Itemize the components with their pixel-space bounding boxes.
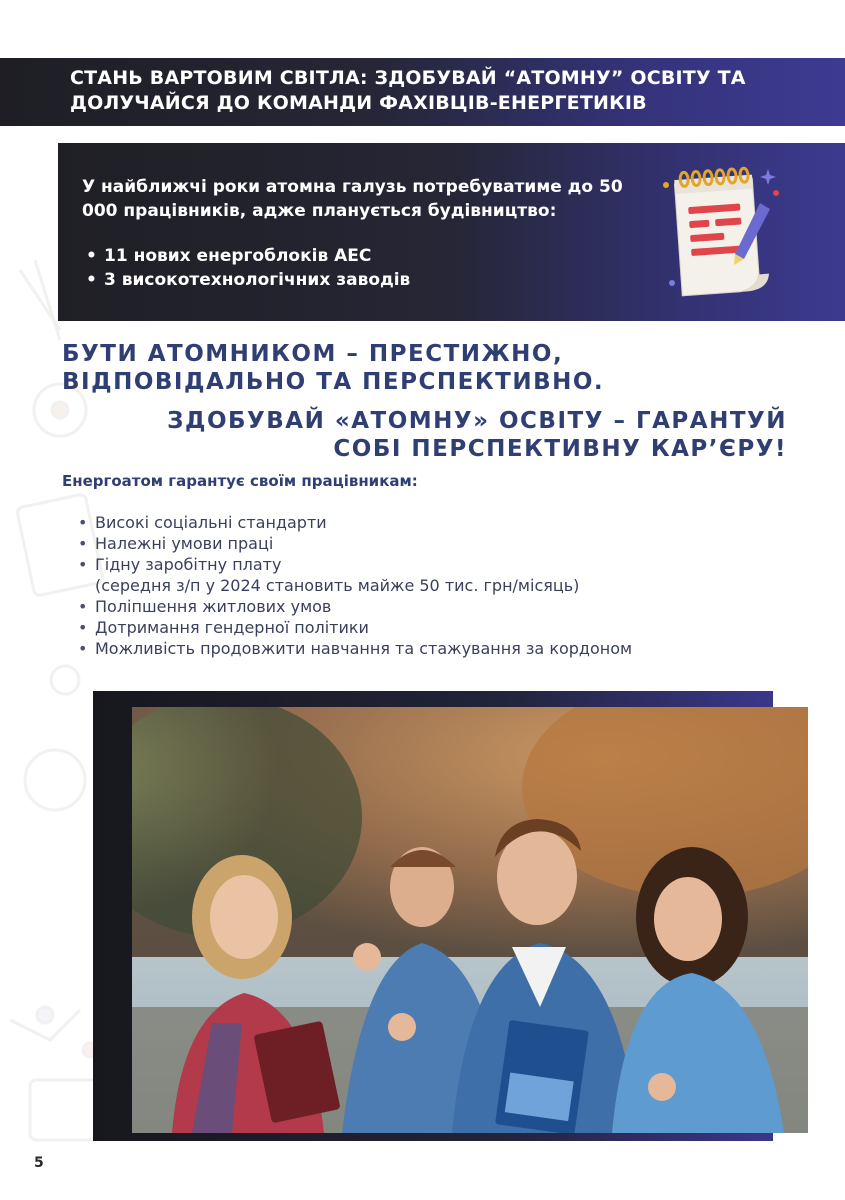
- list-item: • 3 високотехнологічних заводів: [82, 268, 410, 292]
- info-text: У найближчі роки атомна галузь потребуватиме до 50 000 працівників, адже планується будівництво:: [82, 177, 623, 221]
- headline-career: ЗДОБУВАЙ «АТОМНУ» ОСВІТУ – ГАРАНТУЙ СОБІ ПЕРСПЕКТИВНУ КАР’ЄРУ!: [167, 408, 787, 462]
- info-list: [82, 244, 410, 292]
- headline-prestige: БУТИ АТОМНИКОМ – ПРЕСТИЖНО, ВІДПОВІДАЛЬНО ТА ПЕРСПЕКТИВНО.: [62, 341, 605, 395]
- calendar-notepad-icon: [660, 163, 785, 303]
- guarantees-title: Енергоатом гарантує своїм працівникам:: [62, 472, 418, 490]
- list-item: • 11 нових енергоблоків АЕС: [82, 244, 410, 268]
- page-title: СТАНЬ ВАРТОВИМ СВІТЛА: ЗДОБУВАЙ “АТОМНУ” ОСВІТУ ТА ДОЛУЧАЙСЯ ДО КОМАНДИ ФАХІВЦІВ-ЕНЕРГЕТИКІВ: [70, 67, 746, 114]
- salary-note: (середня з/п у 2024 становить майже 50 тис. грн/місяць): [95, 576, 580, 595]
- students-illustration: [132, 707, 808, 1133]
- list-item: • Можливість продовжити навчання та стажування за кордоном: [78, 638, 632, 659]
- list-item: • Дотримання гендерної політики: [78, 617, 632, 638]
- benefits-list: [78, 512, 632, 659]
- list-item: • Належні умови праці: [78, 533, 632, 554]
- page-number: 5: [34, 1155, 44, 1171]
- list-item: • Гідну заробітну плату (середня з/п у 2024 становить майже 50 тис. грн/місяць): [78, 554, 632, 596]
- list-item: • Високі соціальні стандарти: [78, 512, 632, 533]
- list-item: • Поліпшення житлових умов: [78, 596, 632, 617]
- students-photo: [132, 707, 808, 1133]
